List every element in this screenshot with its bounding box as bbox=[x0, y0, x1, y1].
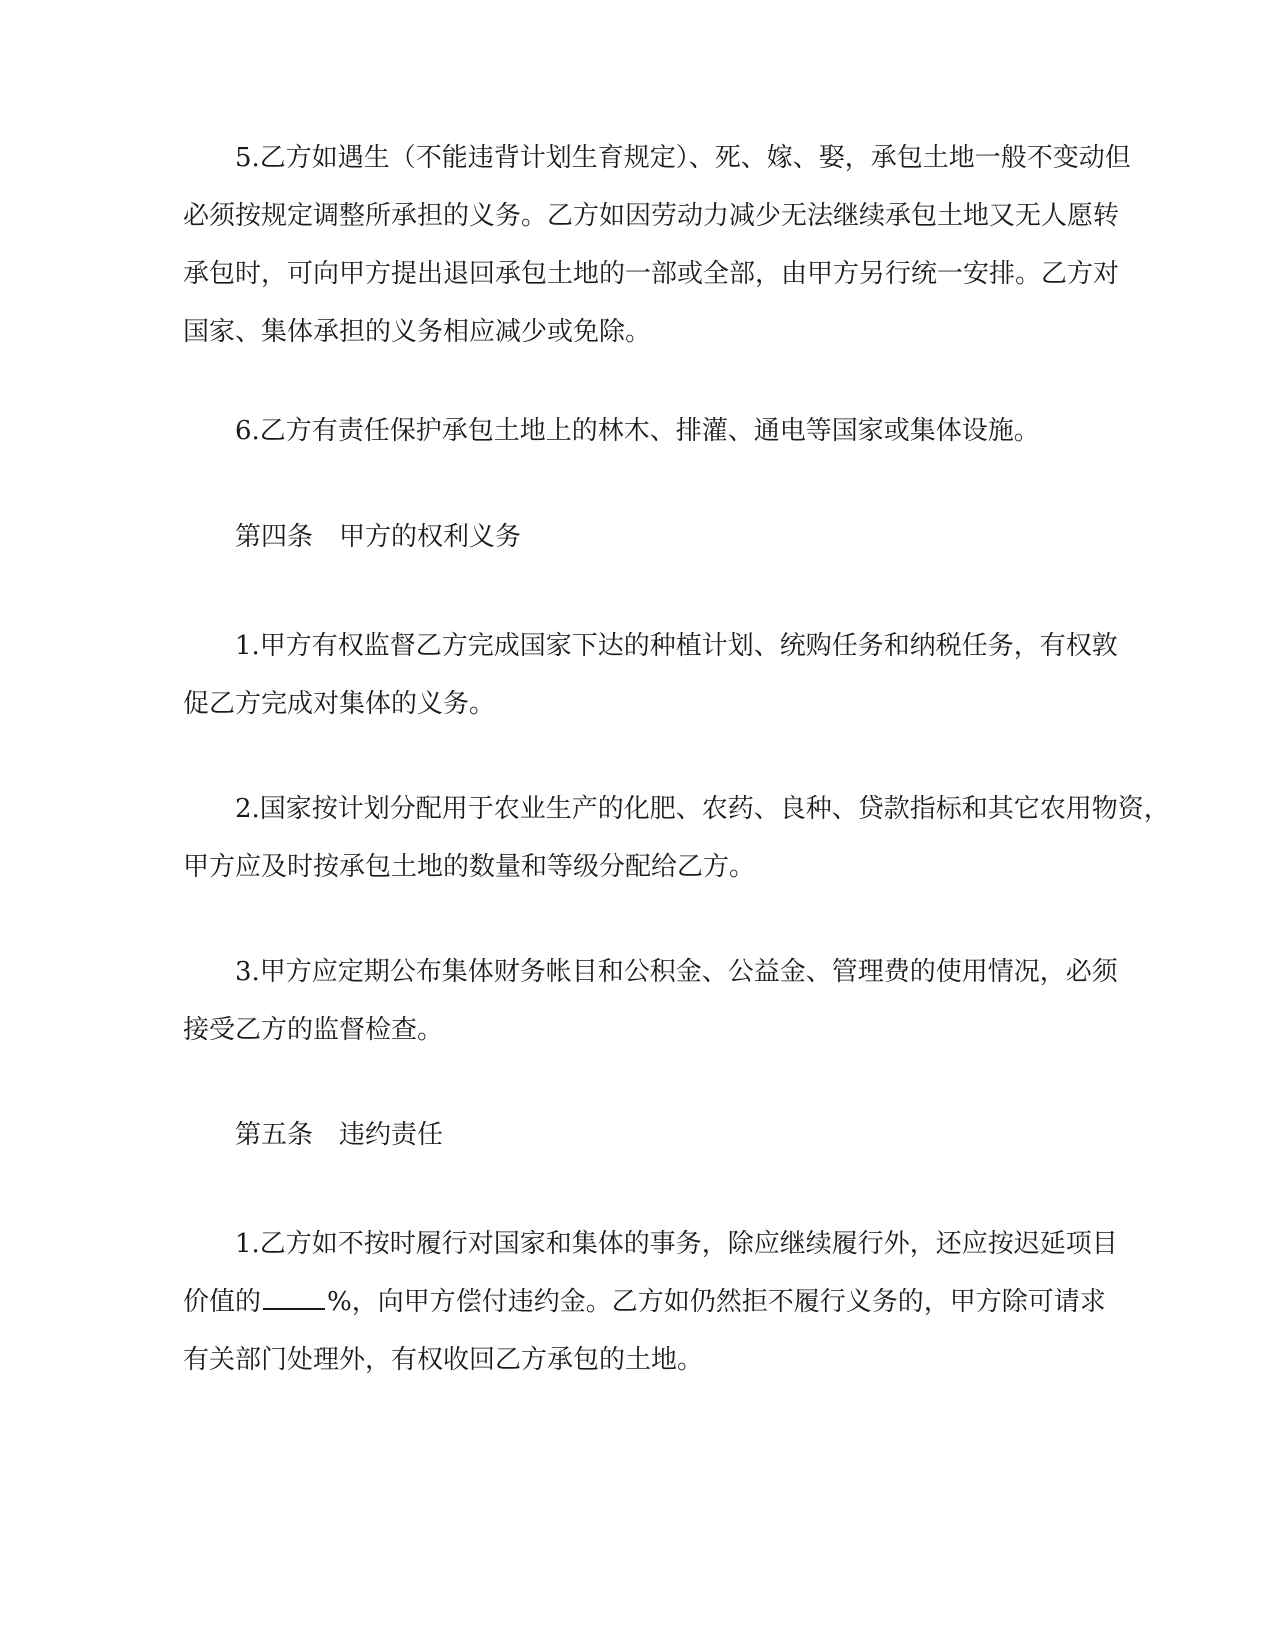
article-title: 甲方的权利义务 bbox=[339, 522, 522, 552]
paragraph-item-5 bbox=[183, 129, 1131, 361]
paragraph-line: 3.甲方应定期公布集体财务帐目和公积金、公益金、管理费的使用情况，必须 bbox=[235, 957, 1118, 987]
article-number: 第五条 bbox=[235, 1120, 314, 1150]
article-5-heading bbox=[235, 1106, 443, 1164]
paragraph-line: 甲方应及时按承包土地的数量和等级分配给乙方。 bbox=[183, 852, 756, 882]
paragraph-line: 5.乙方如遇生（不能违背计划生育规定）、死、嫁、娶，承包土地一般不变动但 bbox=[235, 143, 1131, 173]
paragraph-line: 承包时，可向甲方提出退回承包土地的一部或全部，由甲方另行统一安排。乙方对 bbox=[183, 259, 1120, 289]
article-title: 违约责任 bbox=[339, 1120, 444, 1150]
paragraph-line: 2.国家按计划分配用于农业生产的化肥、农药、良种、贷款指标和其它农用物资， bbox=[235, 794, 1170, 824]
text-before-blank: 价值的 bbox=[183, 1287, 262, 1317]
article-number: 第四条 bbox=[235, 522, 314, 552]
paragraph-line: 1.甲方有权监督乙方完成国家下达的种植计划、统购任务和纳税任务，有权敦 bbox=[235, 631, 1118, 661]
text-after-blank: %，向甲方偿付违约金。乙方如仍然拒不履行义务的，甲方除可请求 bbox=[327, 1287, 1106, 1317]
paragraph-line bbox=[183, 1273, 1106, 1331]
article-4-item-3 bbox=[183, 943, 1118, 1059]
paragraph-line: 有关部门处理外，有权收回乙方承包的土地。 bbox=[183, 1345, 704, 1375]
paragraph-item-6 bbox=[183, 402, 1088, 460]
paragraph-line: 1.乙方如不按时履行对国家和集体的事务，除应继续履行外，还应按迟延项目 bbox=[235, 1229, 1118, 1259]
fill-in-blank[interactable] bbox=[263, 1286, 325, 1310]
paragraph-line: 促乙方完成对集体的义务。 bbox=[183, 689, 496, 719]
article-4-item-1 bbox=[183, 617, 1118, 733]
paragraph-line: 6.乙方有责任保护承包土地上的林木、排灌、通电等国家或集体设施。 bbox=[235, 416, 1040, 446]
article-4-item-2 bbox=[183, 780, 1170, 896]
paragraph-line: 接受乙方的监督检查。 bbox=[183, 1015, 444, 1045]
article-4-heading bbox=[235, 508, 521, 566]
article-5-item-1 bbox=[183, 1215, 1118, 1389]
paragraph-line: 国家、集体承担的义务相应减少或免除。 bbox=[183, 317, 652, 347]
paragraph-line: 必须按规定调整所承担的义务。乙方如因劳动力减少无法继续承包土地又无人愿转 bbox=[183, 201, 1120, 231]
